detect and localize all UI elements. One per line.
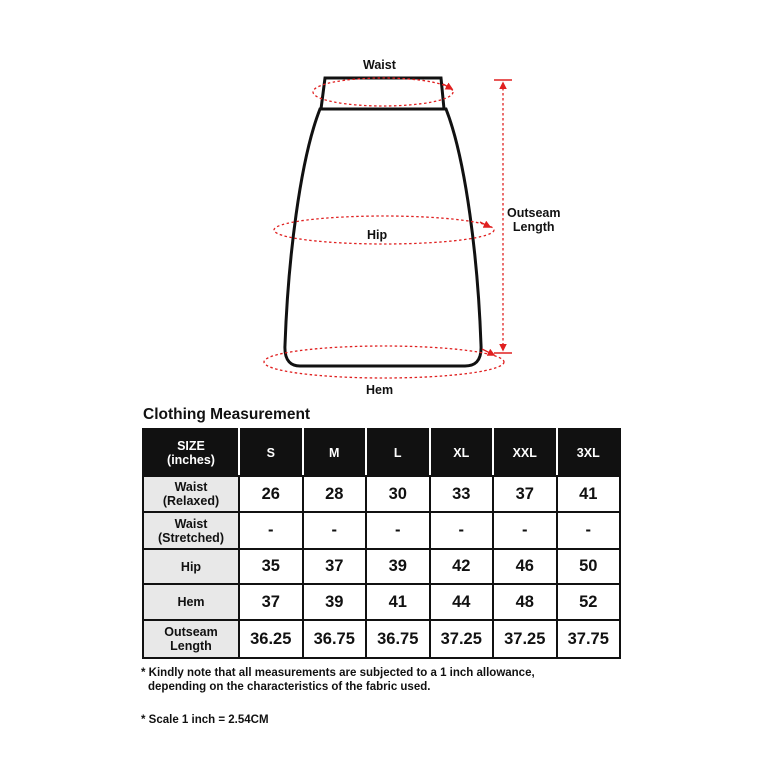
hem-arrow	[482, 349, 494, 355]
allowance-note	[141, 666, 535, 694]
row-label-line1: Hem	[177, 595, 205, 609]
waist-label: Waist	[363, 58, 396, 72]
size-col-m: M	[303, 429, 367, 476]
value-cell: -	[366, 512, 430, 549]
hip-arrow	[480, 222, 490, 227]
size-col-l: L	[366, 429, 430, 476]
row-label-waist-stretched	[143, 512, 239, 549]
scale-note: * Scale 1 inch = 2.54CM	[141, 714, 269, 726]
value-cell: -	[303, 512, 367, 549]
value-cell: 37.75	[557, 620, 621, 658]
value-cell: 37	[239, 584, 303, 620]
row-label-line1: Outseam	[164, 625, 218, 639]
table-row-waist-stretched	[143, 512, 620, 549]
value-cell: 36.75	[366, 620, 430, 658]
outseam-label	[507, 206, 561, 234]
row-label-waist-relaxed	[143, 476, 239, 512]
value-cell: 30	[366, 476, 430, 512]
table-row-outseam-length	[143, 620, 620, 658]
value-cell: 41	[366, 584, 430, 620]
row-label-hem	[143, 584, 239, 620]
table-title: Clothing Measurement	[143, 406, 311, 423]
value-cell: 44	[430, 584, 494, 620]
size-header-line2: (inches)	[167, 452, 215, 467]
outseam-label-line2: Length	[512, 220, 555, 234]
row-label-line1: Waist	[174, 516, 208, 531]
row-label-outseam-length	[143, 620, 239, 658]
hip-label: Hip	[367, 228, 388, 242]
value-cell: 37.25	[430, 620, 494, 658]
value-cell: 39	[303, 584, 367, 620]
value-cell: 39	[366, 549, 430, 584]
value-cell: 37.25	[493, 620, 557, 658]
row-label-line2: (Relaxed)	[162, 494, 220, 508]
row-label-line2: Length	[170, 639, 212, 653]
size-header-line1: SIZE	[177, 438, 205, 453]
value-cell: 48	[493, 584, 557, 620]
value-cell: -	[430, 512, 494, 549]
value-cell: -	[557, 512, 621, 549]
table-row-hip	[143, 549, 620, 584]
hem-label: Hem	[366, 383, 394, 397]
value-cell: 37	[303, 549, 367, 584]
value-cell: 28	[303, 476, 367, 512]
size-header-cell	[143, 429, 239, 476]
row-label-line1: Waist	[174, 480, 208, 494]
waist-arrow	[443, 84, 452, 89]
value-cell: 37	[493, 476, 557, 512]
value-cell: 52	[557, 584, 621, 620]
value-cell: 41	[557, 476, 621, 512]
table-row-hem	[143, 584, 620, 620]
row-label-hip	[143, 549, 239, 584]
value-cell: 33	[430, 476, 494, 512]
allowance-note-line2: depending on the characteristics of the fabric used.	[148, 681, 431, 693]
outseam-label-line1: Outseam	[507, 206, 561, 220]
value-cell: 42	[430, 549, 494, 584]
size-chart-table	[142, 428, 621, 659]
value-cell: 35	[239, 549, 303, 584]
size-col-xl: XL	[430, 429, 494, 476]
waistband-outline	[321, 78, 444, 109]
value-cell: 36.25	[239, 620, 303, 658]
value-cell: -	[239, 512, 303, 549]
value-cell: 50	[557, 549, 621, 584]
allowance-note-line1: * Kindly note that all measurements are subjected to a 1 inch allowance,	[141, 667, 535, 679]
value-cell: -	[493, 512, 557, 549]
size-col-xxl: XXL	[493, 429, 557, 476]
row-label-line2: (Stretched)	[158, 530, 224, 545]
value-cell: 26	[239, 476, 303, 512]
value-cell: 46	[493, 549, 557, 584]
size-col-s: S	[239, 429, 303, 476]
row-label-line1: Hip	[180, 559, 202, 574]
size-header-row	[143, 429, 620, 476]
size-col-3xl: 3XL	[557, 429, 621, 476]
value-cell: 36.75	[303, 620, 367, 658]
table-row-waist-relaxed	[143, 476, 620, 512]
